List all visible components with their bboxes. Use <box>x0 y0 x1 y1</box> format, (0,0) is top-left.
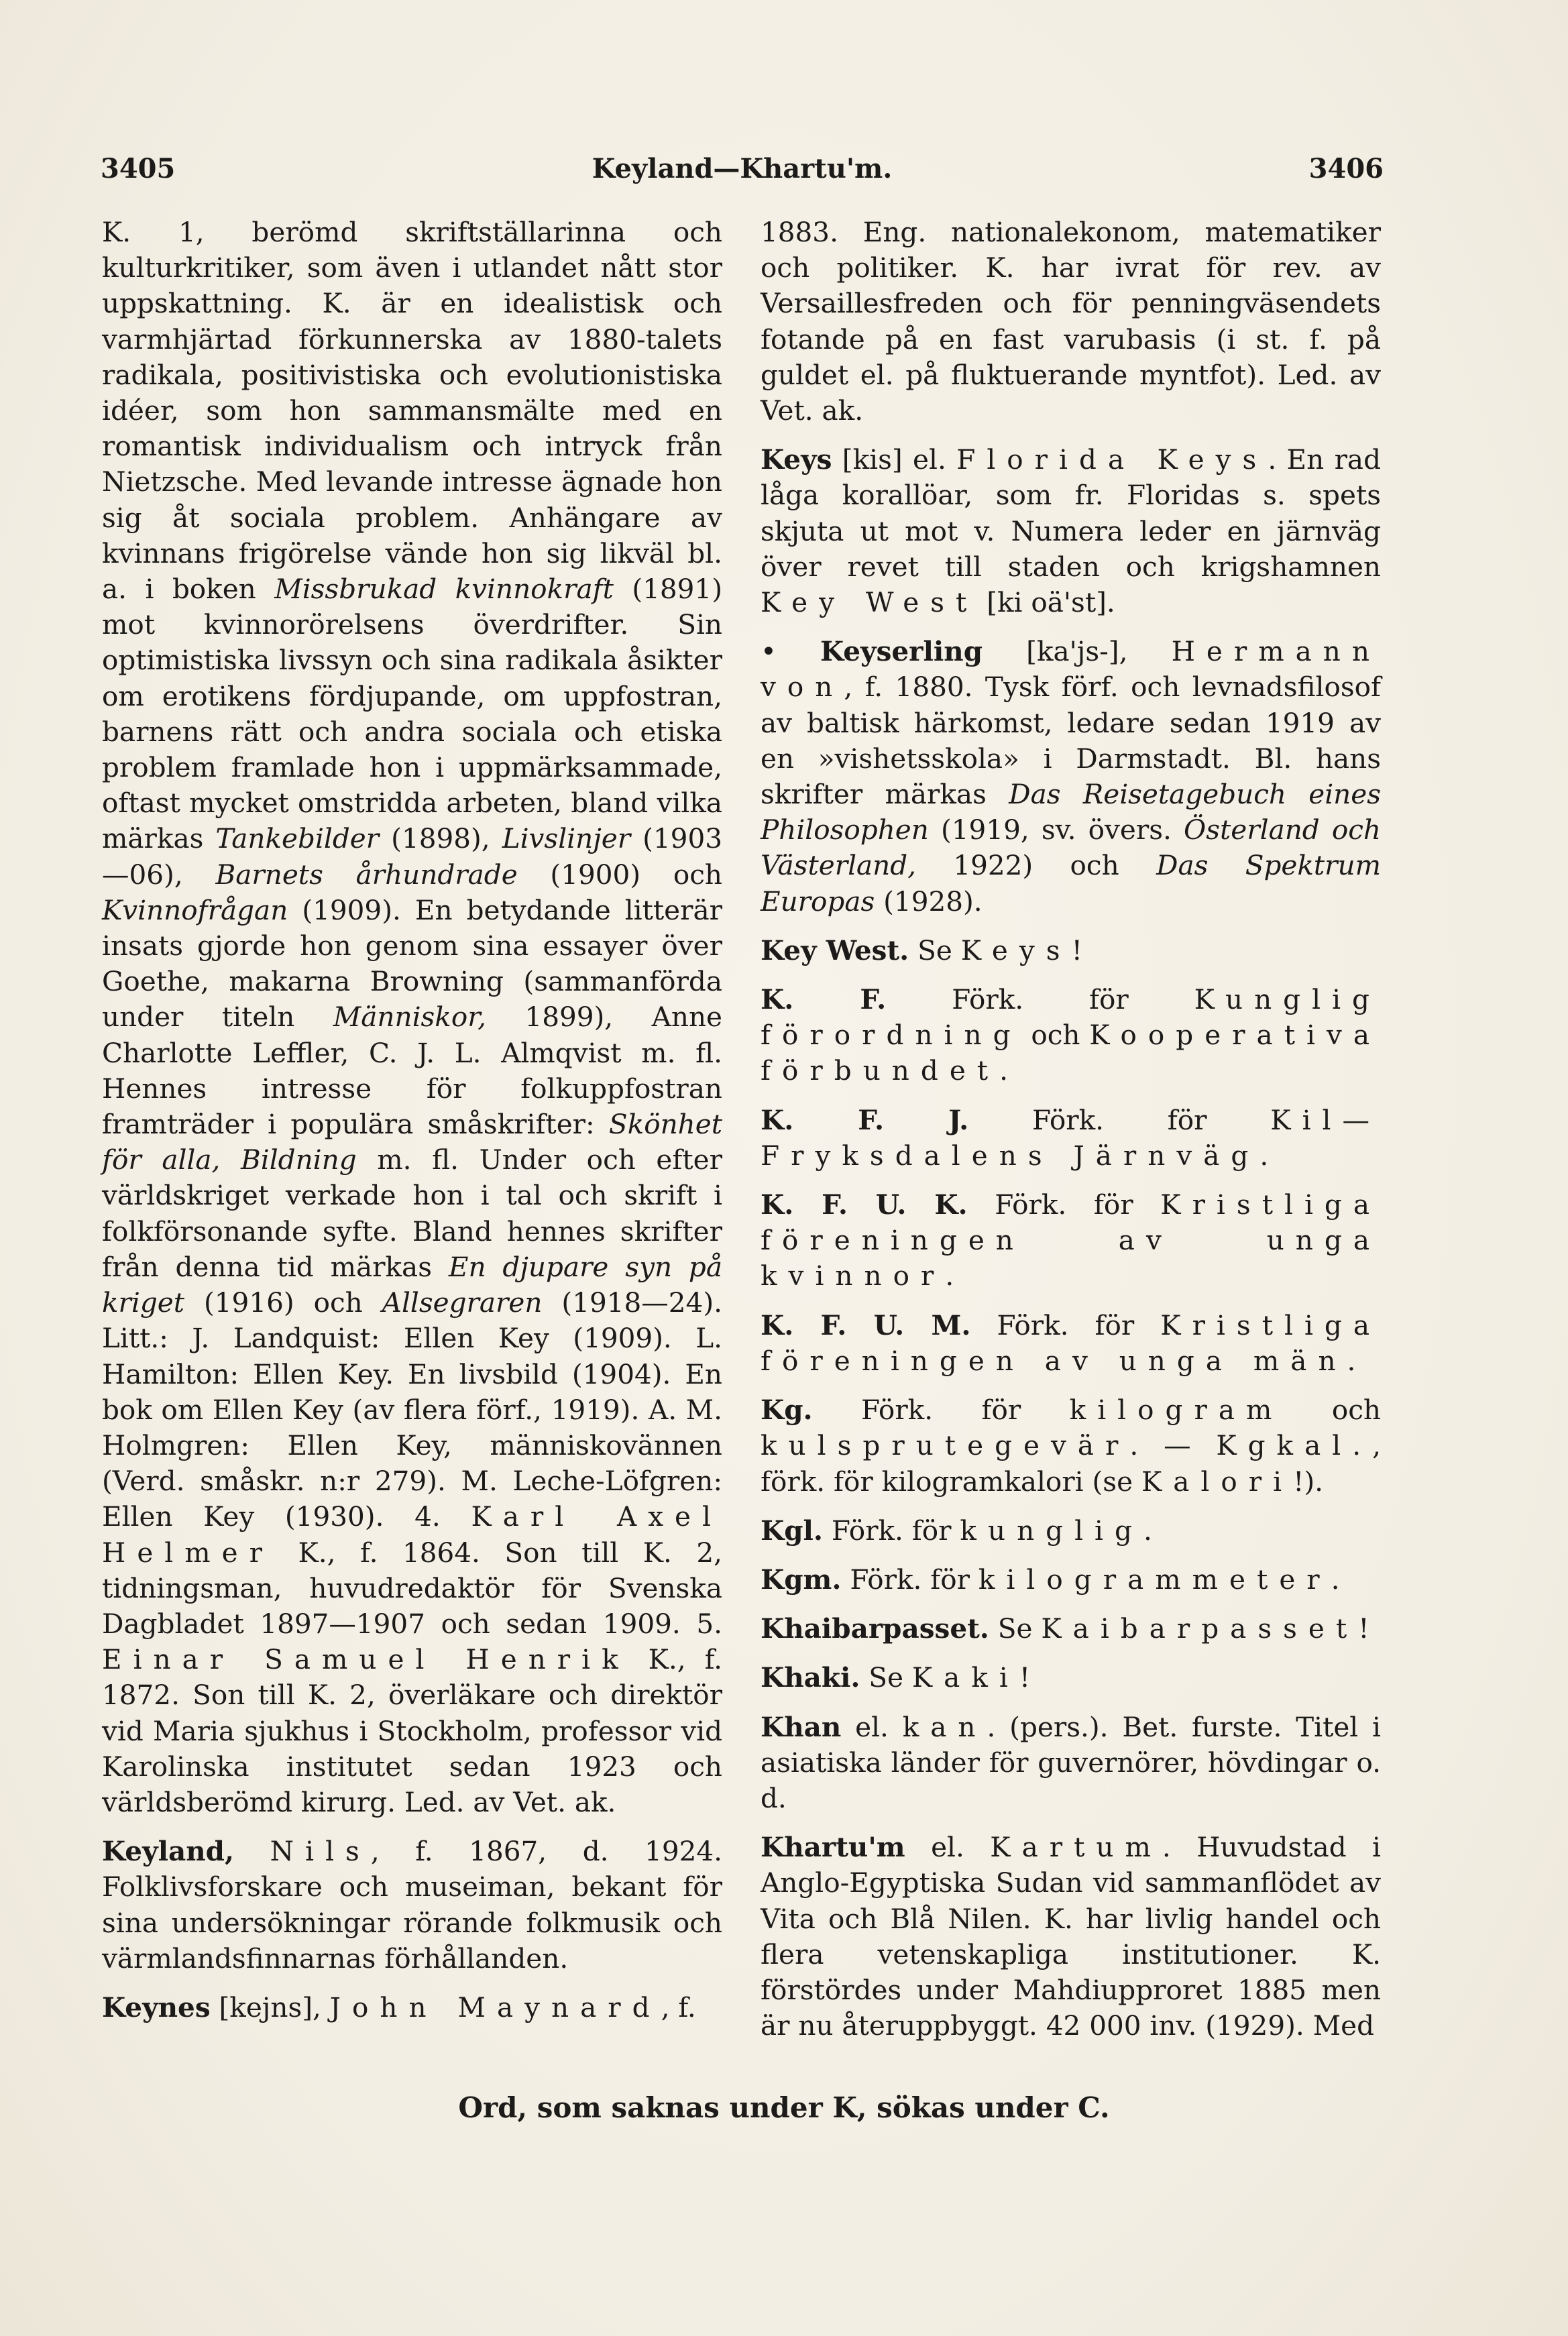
headword: Kg. <box>761 1394 813 1427</box>
entry-kg: Kg. Förk. för kilogram och kulsprutegevär. — Kgkal., förk. för kilogramkalori (se Kalori!). <box>761 1394 1381 1498</box>
page-number-left: 3405 <box>101 153 176 184</box>
entry-keynes-continuation: 1883. Eng. nationalekonom, matematiker och politiker. K. har ivrat för rev. av Versaillesfreden och för penningväsendets fotande på en fast varubasis (i st. f. på guldet el. på fluktuerande myntfot). Led. av Vet. ak. <box>761 216 1381 427</box>
entry-key-continuation: K. 1, berömd skriftställarinna och kulturkritiker, som även i utlandet nått stor uppskattning. K. är en idealistisk och varmhjärtad förkunnerska av 1880-talets radikala, positivistiska och evolutionistiska idéer, som hon sammansmälte med en romantisk individualism och intryck från Nietzsche. Med levande intresse ägnade hon sig åt sociala problem. Anhängare av kvinnans frigörelse vände hon sig likväl bl. a. i boken Missbrukad kvinnokraft (1891) mot kvinnorörelsens överdrifter. Sin optimistiska livssyn och sina radikala åsikter om erotikens fördjupande, om uppfostran, barnens rätt och andra sociala och etiska problem framlade hon i uppmärksammade, oftast mycket omstridda arbeten, bland vilka märkas Tankebilder (1898), Livslinjer (1903—06), Barnets århundrade (1900) och Kvinnofrågan (1909). En betydande litterär insats gjorde hon genom sina essayer över Goethe, makarna Browning (sammanförda under titeln Människor, 1899), Anne Charlotte Leffler, C. J. L. Almqvist m. fl. Hennes intresse för folkuppfostran framträder i populära småskrifter: Skönhet för alla, Bildning m. fl. Under och efter världskriget verkade hon i tal och skrift i folkförsonande syfte. Bland hennes skrifter från denna tid märkas En djupare syn på kriget (1916) och Allsegraren (1918—24). Litt.: J. Landquist: Ellen Key (1909). L. Hamilton: Ellen Key. En livsbild (1904). En bok om Ellen Key (av flera förf., 1919). A. M. Holmgren: Ellen Key, människovännen (Verd. småskr. n:r 279). M. Leche-Löfgren: Ellen Key (1930). 4. Karl Axel Helmer K., f. 1864. Son till K. 2, tidningsman, huvudredaktör för Svenska Dagbladet 1897—1907 och sedan 1909. 5. Einar Samuel Henrik K., f. 1872. Son till K. 2, överläkare och direktör vid Maria sjukhus i Stockholm, professor vid Karolinska institutet sedan 1923 och världsberömd kirurg. Led. av Vet. ak. <box>102 216 722 1818</box>
right-column <box>761 215 1381 2057</box>
headword: Key West. <box>761 934 909 966</box>
headword: Keyland, <box>102 1835 235 1868</box>
entry-kf: K. F. Förk. för Kunglig förordning och Kooperativa förbundet. <box>761 983 1381 1087</box>
entry-keys: Keys [kis] el. Florida Keys. En rad låga korallöar, som fr. Floridas s. spets skjuta ut mot v. Numera leder en järnväg över revet till staden och krigshamnen Key West [ki oä'st]. <box>761 443 1381 619</box>
headword: Kgl. <box>761 1514 824 1547</box>
entry-kfj: K. F. J. Förk. för Kil—Fryksdalens Järnväg. <box>761 1103 1381 1172</box>
entry-kgl: Kgl. Förk. för kunglig. <box>761 1514 1152 1547</box>
headword: Khaki. <box>761 1661 860 1694</box>
entry-khaki: Khaki. Se Kaki! <box>761 1661 1031 1694</box>
headword: K. F. <box>761 983 887 1016</box>
headword: Keyserling <box>820 635 983 668</box>
entry-kgm: Kgm. Förk. för kilogrammeter. <box>761 1563 1340 1596</box>
entry-khaibarpasset: Khaibarpasset. Se Kaibarpasset! <box>761 1612 1369 1645</box>
entry-key-west: Key West. Se Keys! <box>761 934 1082 966</box>
headword: Kgm. <box>761 1563 842 1596</box>
page-header <box>101 153 1384 193</box>
entry-mark: • <box>761 635 777 668</box>
entry-kfum: K. F. U. M. Förk. för Kristliga föreningen av unga män. <box>761 1309 1381 1377</box>
headword: Khaibarpasset. <box>761 1612 989 1645</box>
headword: Keynes <box>102 1991 211 2023</box>
entry-khartum: Khartu'm el. Kartum. Huvudstad i Anglo-Egyptiska Sudan vid sammanflödet av Vita och Blå Nilen. K. har livlig handel och flera vetenskapliga institutioner. K. förstördes under Mahdiupproret 1885 men är nu återuppbyggt. 42 000 inv. (1929). Med <box>761 1831 1381 2042</box>
entry-keyserling: • Keyserling [ka'js-], Hermann von, f. 1880. Tysk förf. och levnadsfilosof av baltisk härkomst, ledare sedan 1919 av en »vishetsskola» i Darmstadt. Bl. hans skrifter märkas Das Reisetagebuch eines Philosophen (1919, sv. övers. Österland och Västerland, 1922) och Das Spektrum Europas (1928). <box>761 635 1382 917</box>
entry-kfuk: K. F. U. K. Förk. för Kristliga föreningen av unga kvinnor. <box>761 1188 1381 1292</box>
page-number-right: 3406 <box>1308 153 1384 184</box>
footer-note: Ord, som saknas under K, sökas under C. <box>458 2091 1110 2124</box>
headword: Khan <box>761 1710 842 1743</box>
running-title: Keyland—Khartu'm. <box>592 153 893 184</box>
entry-khan: Khan el. kan. (pers.). Bet. furste. Titel i asiatiska länder för guvernörer, hövdingar o. d. <box>761 1710 1381 1814</box>
headword: Khartu'm <box>761 1831 905 1864</box>
headword: Keys <box>761 443 832 476</box>
left-column <box>102 215 722 2039</box>
headword: K. F. U. K. <box>761 1188 968 1221</box>
headword: K. F. J. <box>761 1103 969 1136</box>
entry-keyland: Keyland, Nils, f. 1867, d. 1924. Folklivsforskare och museiman, bekant för sina undersökningar rörande folkmusik och värmlandsfinnarnas förhållanden. <box>102 1835 722 1975</box>
headword: K. F. U. M. <box>761 1309 971 1341</box>
entry-keynes: Keynes [kejns], John Maynard, f. <box>102 1991 696 2023</box>
